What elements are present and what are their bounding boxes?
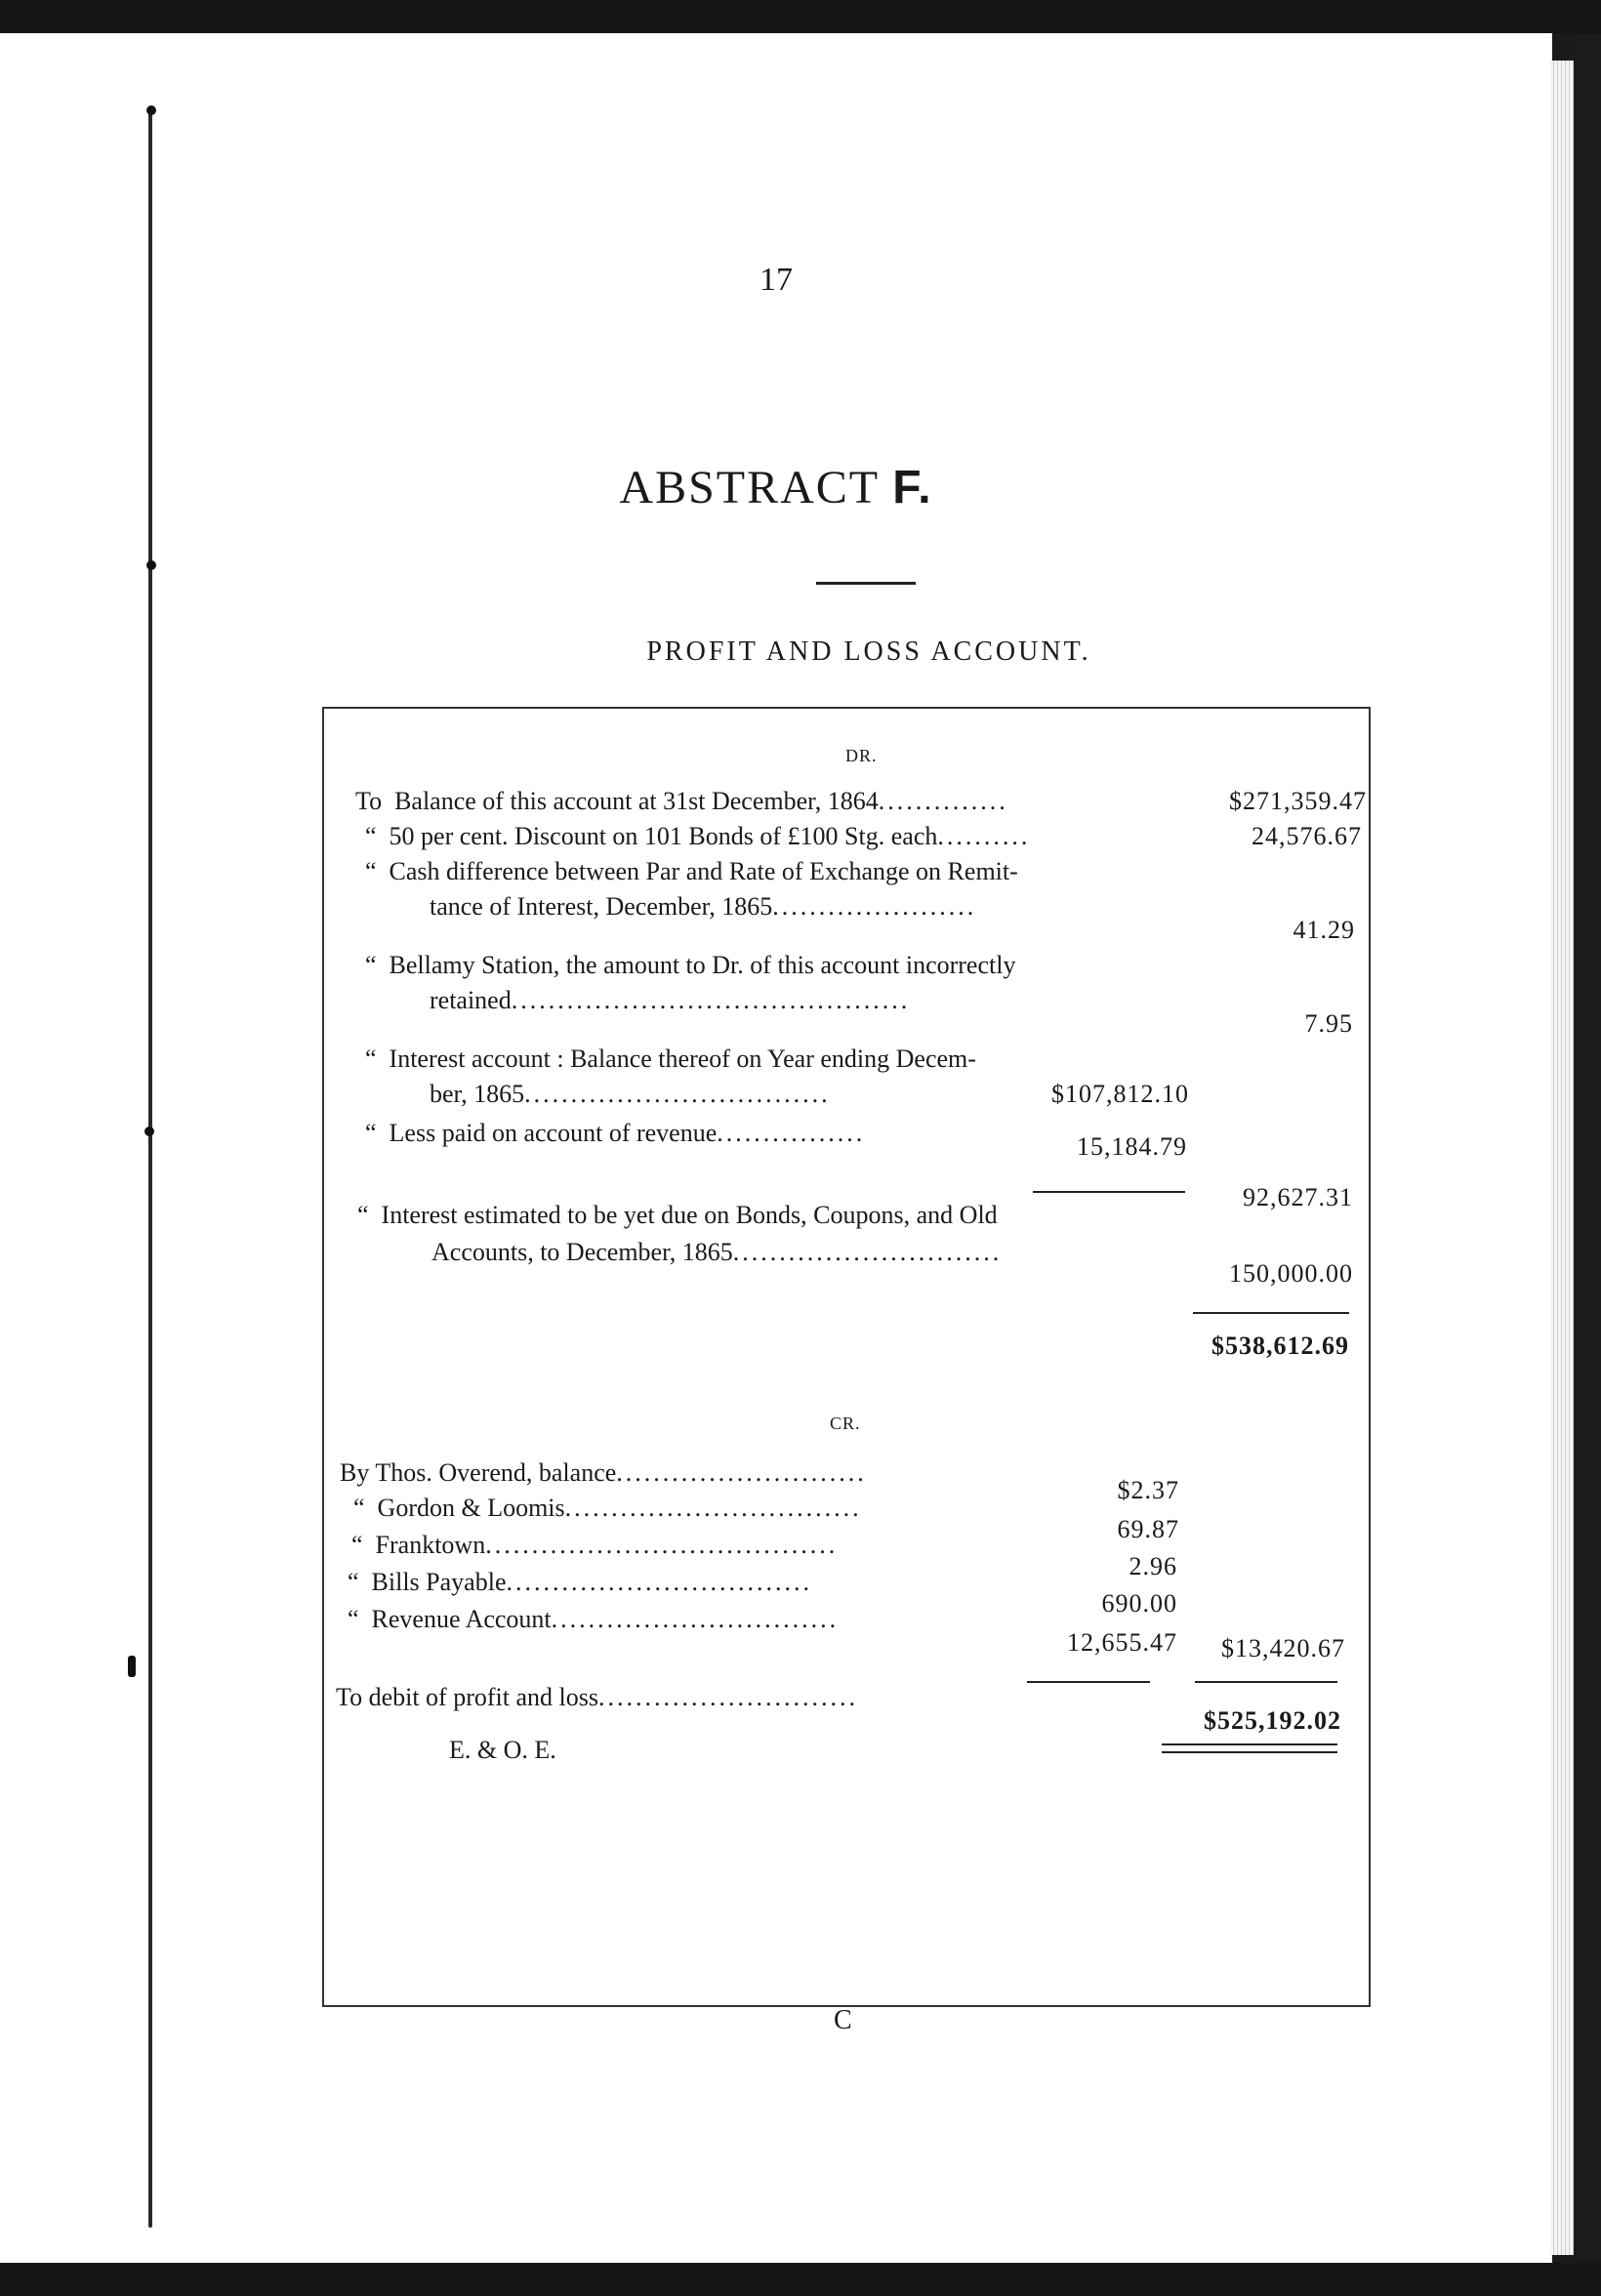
page-subtitle: PROFIT AND LOSS ACCOUNT. <box>646 636 1091 667</box>
row-text: Less paid on account of revenue <box>389 1119 718 1147</box>
debit-amount: 150,000.00 <box>1229 1259 1353 1288</box>
page-edges <box>1550 61 1576 2255</box>
credit-row <box>348 1605 839 1634</box>
debit-sub-amount: 15,184.79 <box>1077 1132 1187 1161</box>
title-divider <box>816 582 916 585</box>
row-prefix: “ <box>348 1568 359 1596</box>
document-page <box>0 33 1552 2263</box>
scan-right-border <box>1574 33 1601 2263</box>
leader-dots: ............................ <box>597 1683 858 1711</box>
row-text: Bills Payable <box>371 1568 507 1596</box>
credit-total: $13,420.67 <box>1221 1634 1345 1662</box>
row-text: 50 per cent. Discount on 101 Bonds of £100 Stg. each <box>389 822 938 850</box>
debit-sub-amount: $107,812.10 <box>1051 1080 1189 1108</box>
row-prefix: To <box>355 787 383 815</box>
row-prefix: “ <box>365 822 377 850</box>
row-text: tance of Interest, December, 1865 <box>430 892 773 921</box>
leader-dots: ................................ <box>564 1494 862 1522</box>
row-text: Bellamy Station, the amount to Dr. of this account incorrectly <box>389 951 1016 979</box>
row-text: Gordon & Loomis <box>377 1494 565 1522</box>
debit-total: $538,612.69 <box>1211 1332 1349 1360</box>
row-prefix: “ <box>365 1045 377 1073</box>
debit-amount: 41.29 <box>1293 916 1355 944</box>
row-text: Thos. Overend, balance <box>375 1458 617 1487</box>
row-text: ber, 1865 <box>430 1080 525 1108</box>
row-text: Revenue Account <box>371 1605 552 1633</box>
credit-row <box>351 1531 838 1560</box>
leader-dots: ...................................... <box>485 1531 839 1559</box>
page-number: 17 <box>759 262 793 298</box>
leader-dots: ...................... <box>772 892 977 921</box>
debit-amount: 24,576.67 <box>1252 822 1362 850</box>
row-prefix: “ <box>353 1494 365 1522</box>
page-title-letter: F. <box>892 462 933 513</box>
debit-row <box>365 857 1018 886</box>
credit-label: CR. <box>830 1414 861 1433</box>
row-text: Franktown <box>375 1531 486 1559</box>
leader-dots: ........................................... <box>511 986 911 1014</box>
signature-letter: C <box>834 2005 852 2035</box>
debit-row <box>357 1201 998 1230</box>
debit-row <box>365 1119 865 1148</box>
debit-row <box>365 951 1015 980</box>
row-prefix: “ <box>365 857 377 885</box>
row-prefix: “ <box>351 1531 363 1559</box>
credit-total-rule <box>1195 1681 1337 1683</box>
debit-row <box>365 822 1030 851</box>
leader-dots: .............. <box>878 787 1008 815</box>
result-row <box>336 1683 858 1712</box>
row-text: To debit of profit and loss <box>336 1683 598 1711</box>
debit-net-amount: 92,627.31 <box>1243 1183 1353 1211</box>
debit-row-continued <box>431 1238 1002 1267</box>
leader-dots: ............................. <box>732 1238 1003 1266</box>
credit-row <box>353 1494 862 1523</box>
debit-amount: $271,359.47 <box>1229 787 1367 815</box>
errors-omissions-note: E. & O. E. <box>449 1736 556 1764</box>
page-title <box>0 461 1552 514</box>
subtotal-rule <box>1033 1191 1185 1193</box>
row-text: Balance of this account at 31st December, 1864 <box>394 787 879 815</box>
row-prefix: “ <box>365 1119 377 1147</box>
total-rule <box>1193 1312 1349 1314</box>
credit-amount: 12,655.47 <box>1067 1628 1177 1657</box>
leader-dots: ................ <box>717 1119 866 1147</box>
leader-dots: ............................... <box>551 1605 840 1633</box>
debit-label: DR. <box>845 746 878 765</box>
credit-row <box>348 1568 812 1597</box>
result-amount: $525,192.02 <box>1204 1706 1341 1735</box>
credit-amount: 2.96 <box>1129 1552 1177 1580</box>
page-title-text: ABSTRACT <box>619 462 880 513</box>
credit-amount: $2.37 <box>1117 1476 1179 1504</box>
row-prefix: By <box>340 1458 370 1487</box>
leader-dots: ................................. <box>506 1568 812 1596</box>
leader-dots: ........................... <box>616 1458 867 1487</box>
row-prefix: “ <box>357 1201 369 1229</box>
page-gutter <box>148 109 152 2228</box>
row-prefix: “ <box>365 951 377 979</box>
credit-amount: 69.87 <box>1117 1515 1179 1543</box>
debit-row-continued <box>430 986 910 1015</box>
leader-dots: ................................. <box>524 1080 831 1108</box>
binding-mark <box>146 560 156 570</box>
debit-row-continued <box>430 1080 831 1109</box>
debit-row <box>355 787 1008 816</box>
final-double-rule-top <box>1162 1743 1337 1745</box>
row-text: retained <box>430 986 512 1014</box>
credit-amount: 690.00 <box>1101 1589 1177 1618</box>
binding-mark <box>128 1656 136 1677</box>
scan-bottom-border <box>0 2263 1601 2296</box>
leader-dots: .......... <box>937 822 1031 850</box>
debit-amount: 7.95 <box>1304 1009 1353 1038</box>
row-text: Interest account : Balance thereof on Year ending Decem- <box>389 1045 976 1073</box>
binding-mark <box>146 105 156 115</box>
binding-mark <box>144 1127 154 1136</box>
row-text: Interest estimated to be yet due on Bonds, Coupons, and Old <box>381 1201 998 1229</box>
final-double-rule-bottom <box>1162 1751 1337 1753</box>
row-prefix: “ <box>348 1605 359 1633</box>
row-text: Cash difference between Par and Rate of Exchange on Remit- <box>389 857 1018 885</box>
credit-row <box>340 1458 867 1488</box>
scan-top-border <box>0 0 1601 33</box>
row-text: Accounts, to December, 1865 <box>431 1238 733 1266</box>
credit-subtotal-rule <box>1027 1681 1150 1683</box>
debit-row <box>365 1045 976 1074</box>
debit-row-continued <box>430 892 976 922</box>
